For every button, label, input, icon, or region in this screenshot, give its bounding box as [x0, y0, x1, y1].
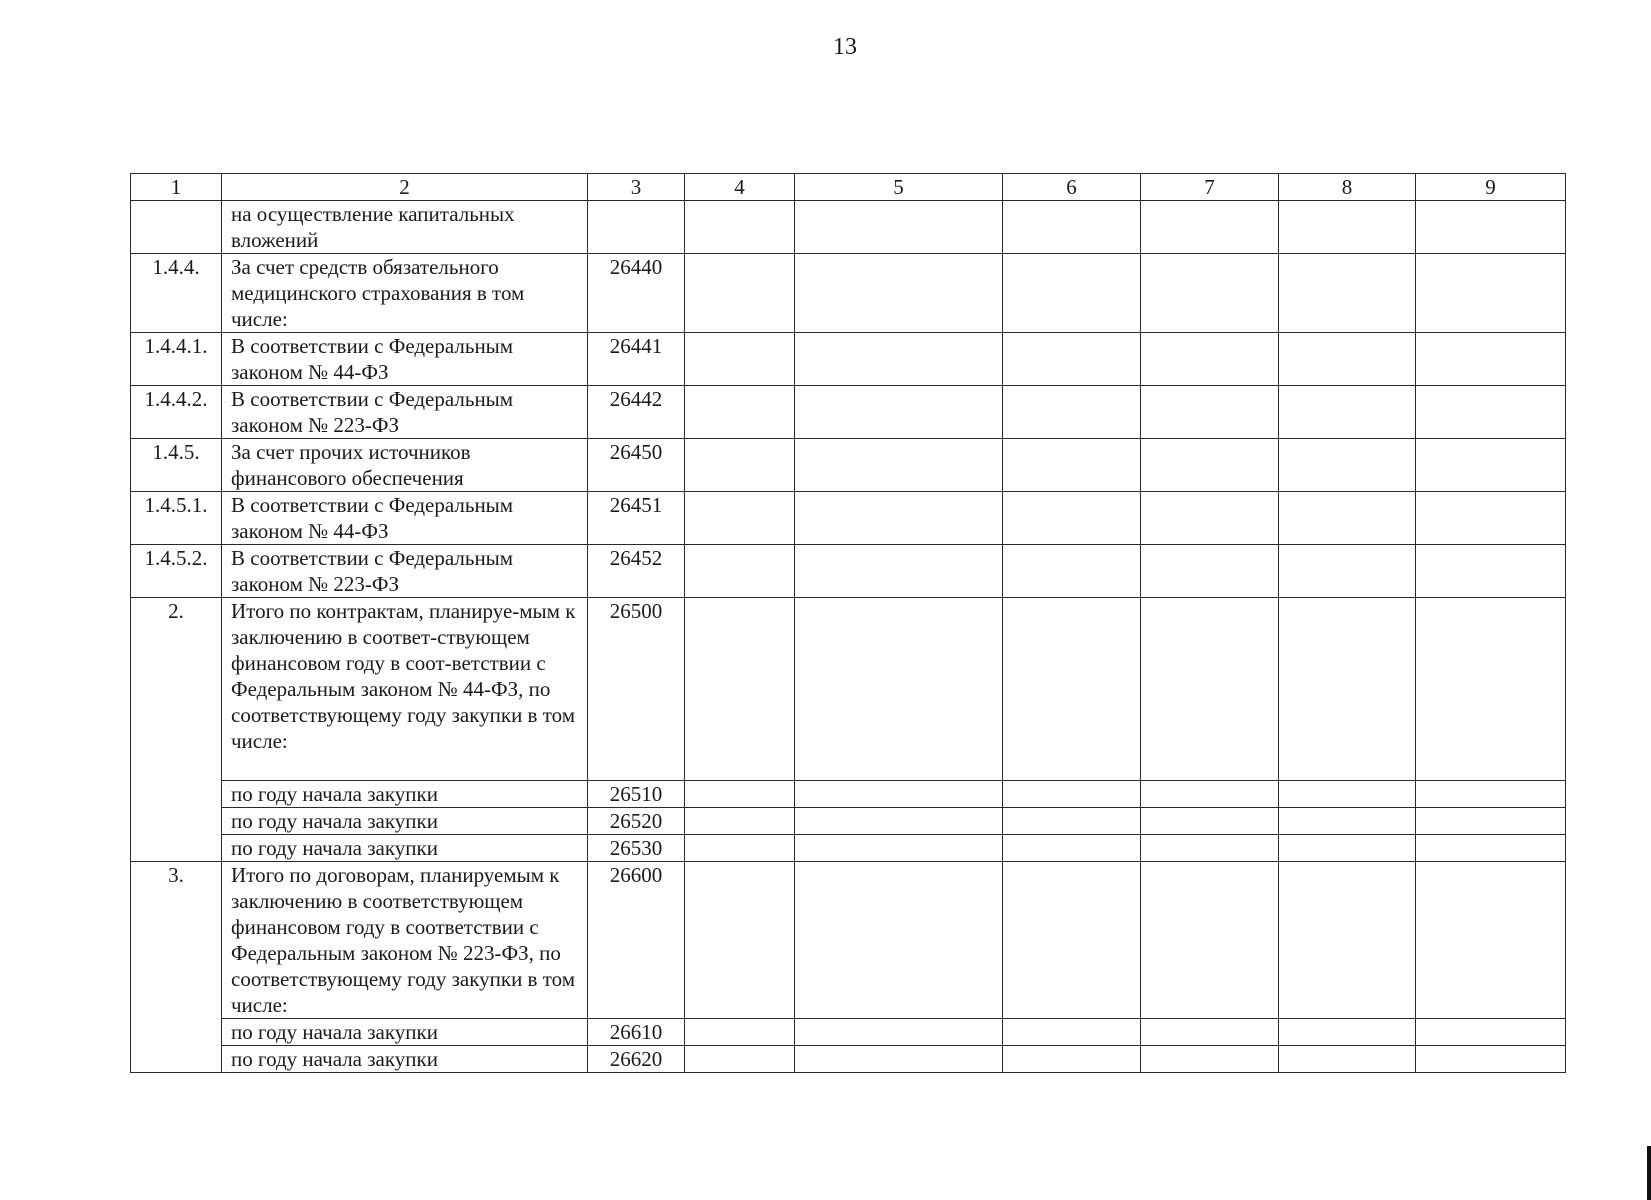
column-number: 5	[795, 174, 1003, 201]
row-code: 26530	[588, 835, 685, 862]
value-cell	[1279, 439, 1416, 492]
page-number: 13	[833, 34, 857, 60]
value-cell	[1141, 492, 1279, 545]
row-number	[131, 201, 222, 254]
row-code: 26440	[588, 254, 685, 333]
value-cell	[1279, 1019, 1416, 1046]
row-code: 26500	[588, 598, 685, 781]
value-cell	[1416, 201, 1566, 254]
row-number: 2.	[131, 598, 222, 862]
value-cell	[1003, 835, 1141, 862]
value-cell	[795, 386, 1003, 439]
value-cell	[1003, 862, 1141, 1019]
row-code: 26600	[588, 862, 685, 1019]
value-cell	[1416, 598, 1566, 781]
column-number: 8	[1279, 174, 1416, 201]
table-row	[131, 598, 1566, 781]
table-row	[131, 545, 1566, 598]
value-cell	[1141, 386, 1279, 439]
value-cell	[1416, 1019, 1566, 1046]
value-cell	[795, 862, 1003, 1019]
value-cell	[1141, 808, 1279, 835]
value-cell	[795, 492, 1003, 545]
value-cell	[1279, 1046, 1416, 1073]
scan-edge-mark	[1647, 1146, 1651, 1200]
row-code: 26520	[588, 808, 685, 835]
value-cell	[1279, 862, 1416, 1019]
value-cell	[685, 439, 795, 492]
value-cell	[1003, 545, 1141, 598]
value-cell	[1416, 862, 1566, 1019]
row-number: 1.4.5.1.	[131, 492, 222, 545]
value-cell	[1416, 439, 1566, 492]
value-cell	[685, 333, 795, 386]
row-name: на осуществление капитальных вложений	[222, 201, 588, 254]
row-code	[588, 201, 685, 254]
table-row	[131, 862, 1566, 1019]
value-cell	[1279, 545, 1416, 598]
value-cell	[1141, 781, 1279, 808]
row-name: В соответствии с Федеральным законом № 44-ФЗ	[222, 492, 588, 545]
value-cell	[1141, 598, 1279, 781]
table-row	[131, 201, 1566, 254]
value-cell	[1416, 254, 1566, 333]
table-row	[131, 254, 1566, 333]
value-cell	[1141, 862, 1279, 1019]
value-cell	[1141, 254, 1279, 333]
value-cell	[795, 835, 1003, 862]
value-cell	[1416, 1046, 1566, 1073]
column-number: 4	[685, 174, 795, 201]
value-cell	[1416, 333, 1566, 386]
value-cell	[1141, 835, 1279, 862]
row-name: по году начала закупки	[222, 1046, 588, 1073]
table-row	[131, 781, 1566, 808]
row-number: 1.4.5.	[131, 439, 222, 492]
row-name: Итого по договорам, планируемым к заключению в соответствующем финансовом году в соответствии с Федеральным законом № 223-ФЗ, по соответствующему году закупки в том числе:	[222, 862, 588, 1019]
value-cell	[685, 201, 795, 254]
value-cell	[1279, 254, 1416, 333]
value-cell	[1003, 386, 1141, 439]
row-number: 1.4.5.2.	[131, 545, 222, 598]
row-name: по году начала закупки	[222, 835, 588, 862]
value-cell	[1003, 492, 1141, 545]
value-cell	[685, 835, 795, 862]
value-cell	[1003, 333, 1141, 386]
value-cell	[795, 598, 1003, 781]
row-name: по году начала закупки	[222, 781, 588, 808]
column-number: 6	[1003, 174, 1141, 201]
row-code: 26620	[588, 1046, 685, 1073]
value-cell	[1141, 439, 1279, 492]
row-name: В соответствии с Федеральным законом № 44-ФЗ	[222, 333, 588, 386]
value-cell	[1003, 1046, 1141, 1073]
row-number: 3.	[131, 862, 222, 1073]
value-cell	[1003, 781, 1141, 808]
column-number-row	[131, 174, 1566, 201]
row-code: 26441	[588, 333, 685, 386]
row-code: 26610	[588, 1019, 685, 1046]
value-cell	[1003, 201, 1141, 254]
value-cell	[1416, 835, 1566, 862]
value-cell	[795, 254, 1003, 333]
row-code: 26510	[588, 781, 685, 808]
table-row	[131, 835, 1566, 862]
value-cell	[1279, 835, 1416, 862]
value-cell	[1416, 545, 1566, 598]
value-cell	[795, 545, 1003, 598]
row-number: 1.4.4.1.	[131, 333, 222, 386]
value-cell	[795, 1019, 1003, 1046]
row-name: по году начала закупки	[222, 1019, 588, 1046]
row-code: 26451	[588, 492, 685, 545]
value-cell	[685, 862, 795, 1019]
value-cell	[685, 598, 795, 781]
row-number: 1.4.4.2.	[131, 386, 222, 439]
value-cell	[795, 333, 1003, 386]
table-row	[131, 333, 1566, 386]
column-number: 3	[588, 174, 685, 201]
value-cell	[1141, 1046, 1279, 1073]
row-name: За счет прочих источников финансового обеспечения	[222, 439, 588, 492]
value-cell	[685, 1019, 795, 1046]
column-number: 1	[131, 174, 222, 201]
table-row	[131, 808, 1566, 835]
value-cell	[795, 781, 1003, 808]
value-cell	[685, 386, 795, 439]
value-cell	[1141, 201, 1279, 254]
value-cell	[1279, 386, 1416, 439]
value-cell	[685, 1046, 795, 1073]
value-cell	[1279, 808, 1416, 835]
row-name: по году начала закупки	[222, 808, 588, 835]
column-number: 2	[222, 174, 588, 201]
value-cell	[1141, 1019, 1279, 1046]
column-number: 9	[1416, 174, 1566, 201]
row-code: 26450	[588, 439, 685, 492]
value-cell	[1279, 201, 1416, 254]
value-cell	[1279, 781, 1416, 808]
table-row	[131, 1046, 1566, 1073]
value-cell	[795, 808, 1003, 835]
column-number: 7	[1141, 174, 1279, 201]
value-cell	[685, 781, 795, 808]
row-name: Итого по контрактам, планируе-мым к заключению в соответ-ствующем финансовом году в соот-ветствии с Федеральным законом № 44-ФЗ, по соответствующему году закупки в том числе:	[222, 598, 588, 781]
table-row	[131, 492, 1566, 545]
table-row	[131, 1019, 1566, 1046]
value-cell	[1003, 808, 1141, 835]
row-name: В соответствии с Федеральным законом № 223-ФЗ	[222, 386, 588, 439]
row-number: 1.4.4.	[131, 254, 222, 333]
table-row	[131, 439, 1566, 492]
value-cell	[1003, 254, 1141, 333]
value-cell	[1416, 781, 1566, 808]
row-name: В соответствии с Федеральным законом № 223-ФЗ	[222, 545, 588, 598]
report-table	[130, 173, 1566, 1073]
value-cell	[1279, 492, 1416, 545]
row-code: 26442	[588, 386, 685, 439]
value-cell	[1141, 545, 1279, 598]
value-cell	[685, 545, 795, 598]
value-cell	[1416, 386, 1566, 439]
row-name: За счет средств обязательного медицинского страхования в том числе:	[222, 254, 588, 333]
table-row	[131, 386, 1566, 439]
value-cell	[1279, 333, 1416, 386]
value-cell	[1141, 333, 1279, 386]
value-cell	[795, 1046, 1003, 1073]
value-cell	[1003, 439, 1141, 492]
value-cell	[1003, 598, 1141, 781]
value-cell	[1279, 598, 1416, 781]
value-cell	[1003, 1019, 1141, 1046]
value-cell	[1416, 492, 1566, 545]
value-cell	[685, 808, 795, 835]
row-code: 26452	[588, 545, 685, 598]
value-cell	[685, 254, 795, 333]
value-cell	[685, 492, 795, 545]
value-cell	[795, 439, 1003, 492]
value-cell	[795, 201, 1003, 254]
value-cell	[1416, 808, 1566, 835]
